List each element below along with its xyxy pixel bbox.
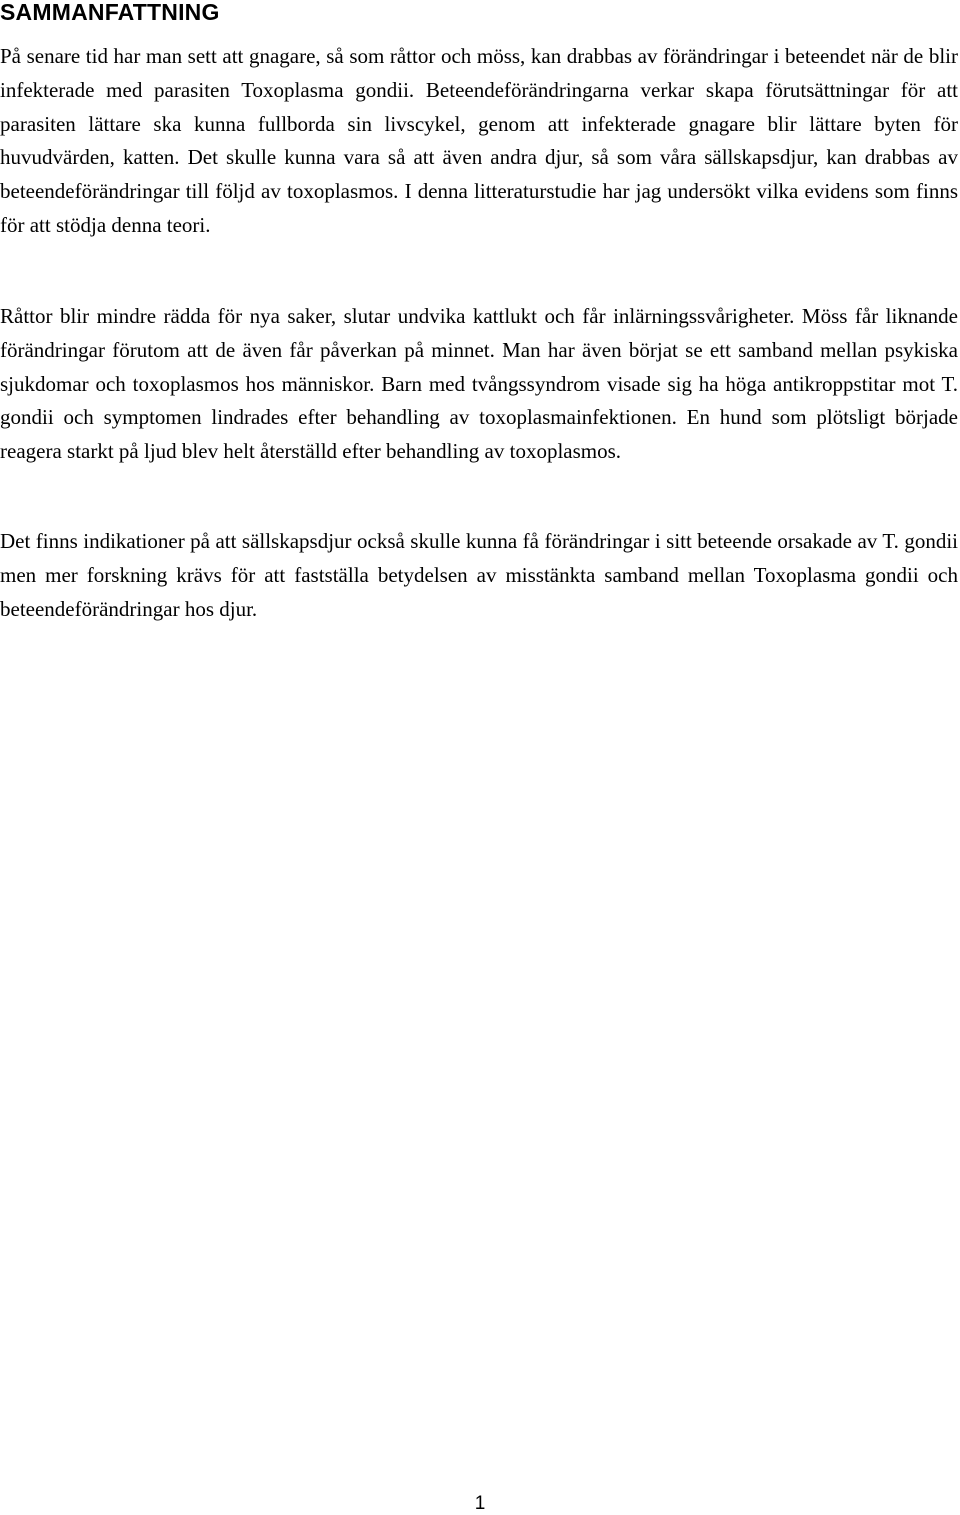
page-number: 1 [474, 1493, 486, 1514]
paragraph-1: På senare tid har man sett att gnagare, så som råttor och möss, kan drabbas av förändringar i beteendet när de blir infekterade med parasiten Toxoplasma gondii. Beteendeförändringarna verkar skapa förutsättningar för att parasiten lättare ska kunna fullborda sin livscykel, genom att infekterade gnagare blir lättare byten för huvudvärden, katten. Det skulle kunna vara så att även andra djur, så som våra sällskapsdjur, kan drabbas av beteendeförändringar till följd av toxoplasmos. I denna litteraturstudie har jag undersökt vilka evidens som finns för att stödja denna teori. [0, 44, 958, 237]
paragraph-3: Det finns indikationer på att sällskapsdjur också skulle kunna få förändringar i sitt beteende orsakade av T. gondii men mer forskning krävs för att fastställa betydelsen av misstänkta samband mellan Toxoplasma gondii och beteendeförändringar hos djur. [0, 529, 958, 621]
paragraph-2: Råttor blir mindre rädda för nya saker, slutar undvika kattlukt och får inlärningssvårigheter. Möss får liknande förändringar förutom att de även får påverkan på minnet. Man har även börjat se ett samband mellan psykiska sjukdomar och toxoplasmos hos människor. Barn med tvångssyndrom visade sig ha höga antikroppstitar mot T. gondii och symptomen lindrades efter behandling av toxoplasmainfektionen. En hund som plötsligt började reagera starkt på ljud blev helt återställd efter behandling av toxoplasmos. [0, 304, 958, 464]
section-heading: SAMMANFATTNING [0, 0, 220, 25]
